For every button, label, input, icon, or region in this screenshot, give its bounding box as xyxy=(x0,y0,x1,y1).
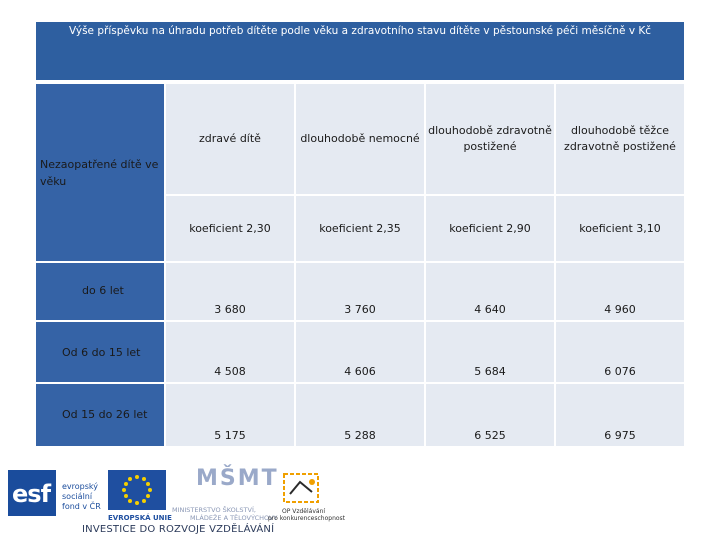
value-cell: 6 975 xyxy=(556,384,684,446)
esf-line1: evropský xyxy=(62,482,98,491)
value-cell: 4 606 xyxy=(296,322,424,382)
footer-logos xyxy=(0,462,720,540)
coef-healthy: koeficient 2,30 xyxy=(166,196,294,261)
msmt-line1: MINISTERSTVO ŠKOLSTVÍ, xyxy=(172,506,256,514)
esf-line2: sociální xyxy=(62,492,93,501)
table-title: Výše příspěvku na úhradu potřeb dítěte podle věku a zdravotního stavu dítěte v pěstounské péči měsíčně v Kč xyxy=(36,22,684,80)
eu-flag-icon xyxy=(108,470,166,510)
op-line1: OP Vzdělávání xyxy=(282,508,326,515)
value-cell: 5 175 xyxy=(166,384,294,446)
msmt-logo: MŠMT xyxy=(196,466,279,491)
coef-severely-disabled: koeficient 3,10 xyxy=(556,196,684,261)
esf-line3: fond v ČR xyxy=(62,502,101,511)
row-header-main: Nezaopatřené dítě ve věku xyxy=(40,158,159,188)
esf-logo-text: esf xyxy=(12,480,51,508)
value-cell: 6 525 xyxy=(426,384,554,446)
coef-disabled: koeficient 2,90 xyxy=(426,196,554,261)
msmt-line2: MLÁDEŽE A TĚLOVÝCHOVY xyxy=(190,514,278,522)
value-cell: 6 076 xyxy=(556,322,684,382)
eu-label: EVROPSKÁ UNIE xyxy=(108,514,172,522)
coef-chronically-ill: koeficient 2,35 xyxy=(296,196,424,261)
op-line2: pro konkurenceschopnost xyxy=(268,515,346,522)
value-cell: 5 288 xyxy=(296,384,424,446)
col-header-severely-disabled: dlouhodobě těžce zdravotně postižené xyxy=(556,84,684,194)
age-label-6-15: Od 6 do 15 let xyxy=(62,346,141,359)
value-cell: 3 680 xyxy=(166,263,294,320)
col-header-chronically-ill: dlouhodobě nemocné xyxy=(296,84,424,194)
value-cell: 4 640 xyxy=(426,263,554,320)
op-logo-icon xyxy=(282,472,322,506)
age-label-15-26: Od 15 do 26 let xyxy=(62,408,148,421)
age-label-0-6: do 6 let xyxy=(82,284,124,297)
col-header-healthy: zdravé dítě xyxy=(166,84,294,194)
tagline: INVESTICE DO ROZVOJE VZDĚLÁVÁNÍ xyxy=(82,524,275,535)
value-cell: 4 960 xyxy=(556,263,684,320)
value-cell: 5 684 xyxy=(426,322,554,382)
col-header-disabled: dlouhodobě zdravotně postižené xyxy=(426,84,554,194)
value-cell: 4 508 xyxy=(166,322,294,382)
value-cell: 3 760 xyxy=(296,263,424,320)
